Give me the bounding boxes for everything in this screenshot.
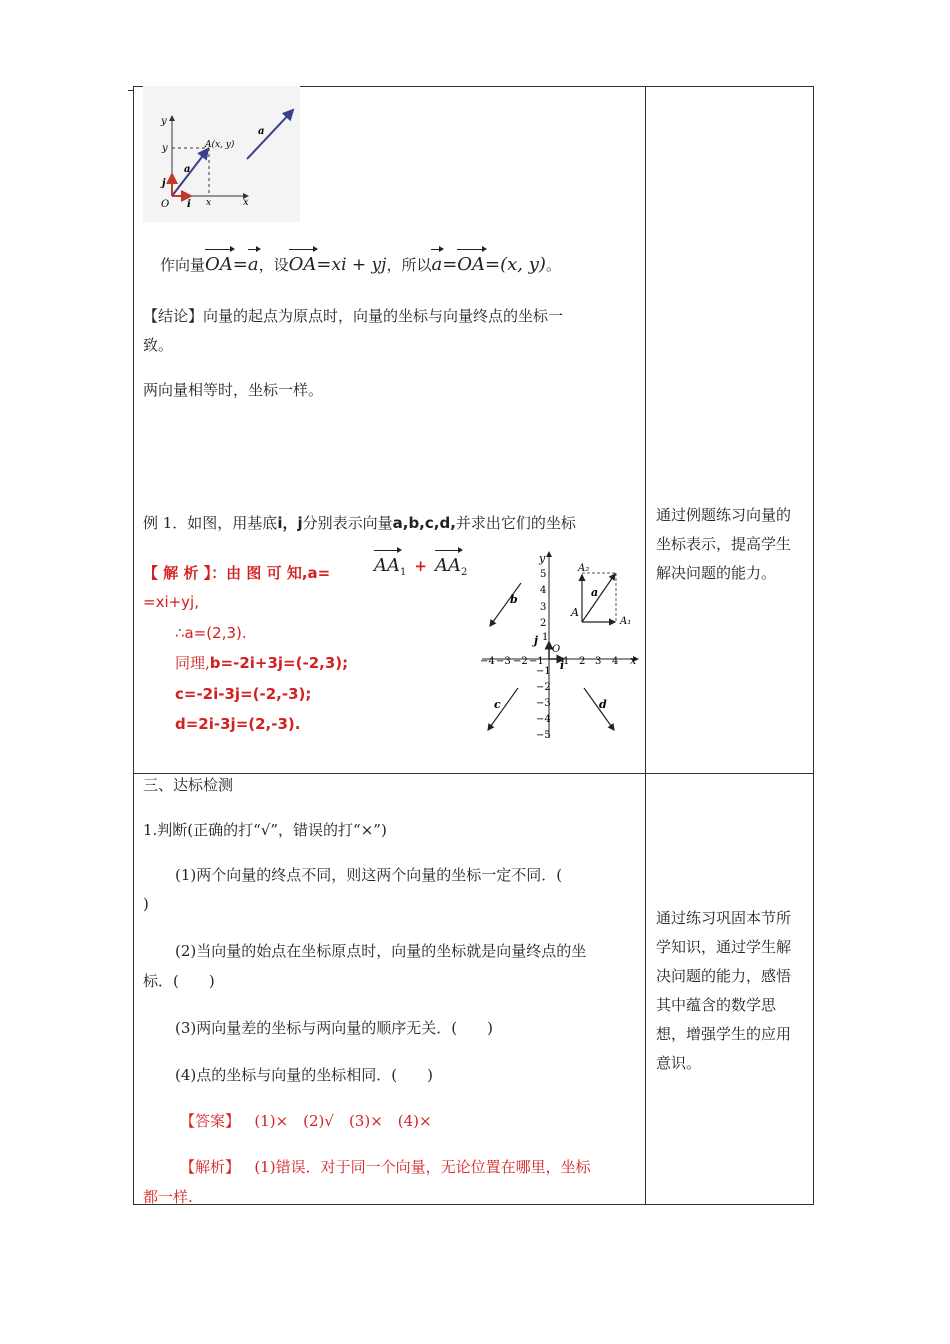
vector-aa1: AA bbox=[374, 551, 400, 581]
fig1-y-tick-label: y bbox=[162, 143, 168, 154]
solution-line-4-prefix: 同理, bbox=[175, 654, 210, 672]
fig2-x-tick: −1 bbox=[529, 656, 544, 667]
teaching-note-practice: 通过练习巩固本节所学知识，通过学生解决问题的能力，感悟其中蕴含的数学思想，增强学生的应用意识。 bbox=[656, 909, 792, 1072]
section-3-title: 三、达标检测 bbox=[143, 776, 234, 794]
fig2-vector-d: d bbox=[599, 698, 607, 711]
fig2-y-tick: 5 bbox=[540, 569, 547, 580]
fig2-y-tick: 3 bbox=[540, 602, 547, 613]
fig1-point-a-label: A(x, y) bbox=[205, 140, 235, 150]
fig2-j-label: j bbox=[534, 634, 538, 647]
fig2-x-tick: −2 bbox=[513, 656, 528, 667]
solution-a-eq: ,a= bbox=[301, 564, 331, 582]
fig2-y-tick: −1 bbox=[536, 666, 551, 677]
solution-line-4 bbox=[175, 648, 348, 678]
fig2-y-tick: −5 bbox=[536, 730, 551, 741]
vector-a-2: a bbox=[431, 250, 442, 280]
construct-eq-3: = bbox=[442, 254, 458, 275]
construct-so: ，所以 bbox=[386, 256, 432, 274]
fig2-y-tick: −3 bbox=[536, 698, 551, 709]
vector-oa: OA bbox=[205, 250, 233, 280]
quiz-item-3: (3)两向量差的坐标与两向量的顺序无关．( ) bbox=[175, 1019, 493, 1037]
construct-end: 。 bbox=[545, 256, 561, 274]
fig2-vector-b: b bbox=[510, 593, 518, 606]
fig2-point-a: A bbox=[571, 606, 579, 619]
vector-oa-figure bbox=[143, 86, 300, 222]
fig2-y-tick: −2 bbox=[536, 682, 551, 693]
construct-eq-2: = bbox=[316, 254, 332, 275]
fig1-i-label: i bbox=[187, 199, 191, 210]
fig1-x-tick-label: x bbox=[206, 198, 212, 208]
solution-line-1 bbox=[143, 558, 330, 588]
example-coordinate-figure bbox=[478, 548, 644, 744]
quiz-question-head: 1.判断(正确的打“√”，错误的打“×”) bbox=[143, 821, 387, 839]
fig1-origin-label: O bbox=[161, 199, 170, 210]
table-corner-mark bbox=[128, 90, 133, 91]
fig2-point-a1: A₁ bbox=[620, 616, 632, 627]
teaching-note-example: 通过例题练习向量的坐标表示，提高学生解决问题的能力。 bbox=[656, 506, 792, 582]
fig2-x-tick: 1 bbox=[563, 656, 570, 667]
fig1-free-vector-label: a bbox=[258, 126, 265, 137]
quiz-answer bbox=[180, 1106, 432, 1136]
fig2-x-tick: 3 bbox=[595, 656, 602, 667]
construction-line bbox=[160, 250, 561, 280]
fig1-y-axis-label: y bbox=[161, 116, 167, 127]
fig2-x-axis-label: x bbox=[630, 654, 637, 667]
solution-vector-sum bbox=[374, 551, 467, 588]
example-vectors: a,b,c,d, bbox=[392, 514, 456, 532]
table-column-divider bbox=[645, 86, 646, 1205]
solution-line-2: =xi+yj, bbox=[143, 593, 199, 611]
fig2-y-tick: −4 bbox=[536, 714, 551, 725]
solution-plus: + bbox=[414, 557, 427, 575]
example-basis: i，j bbox=[277, 514, 303, 532]
conclusion-line-2: 致。 bbox=[143, 336, 174, 354]
fig2-x-tick: 2 bbox=[579, 656, 586, 667]
quiz-item-1-line-1: (1)两个向量的终点不同，则这两个向量的坐标一定不同．( bbox=[175, 866, 563, 884]
construct-mid: ，设 bbox=[258, 256, 289, 274]
fig2-x-tick: 4 bbox=[612, 656, 619, 667]
fig2-vector-c: c bbox=[494, 698, 501, 711]
vector-oa-diagram bbox=[143, 86, 300, 222]
fig2-origin-label: O bbox=[552, 644, 561, 655]
answer-values: (1)× (2)√ (3)× (4)× bbox=[254, 1112, 432, 1130]
fig2-vector-a: a bbox=[591, 586, 599, 599]
example-suffix: 并求出它们的坐标 bbox=[455, 514, 576, 532]
conclusion-line-1: 【结论】向量的起点为原点时，向量的坐标与向量终点的坐标一 bbox=[143, 307, 564, 325]
quiz-explanation-line-2: 都一样. bbox=[143, 1188, 193, 1206]
example-coordinate-diagram bbox=[478, 548, 644, 744]
example-mid: 分别表示向量 bbox=[302, 514, 393, 532]
fig2-x-tick: −4 bbox=[480, 656, 495, 667]
equal-vectors-note: 两向量相等时，坐标一样。 bbox=[143, 381, 324, 399]
fig2-x-tick: −3 bbox=[496, 656, 511, 667]
construct-eq: = bbox=[232, 254, 248, 275]
example-1-question bbox=[143, 508, 576, 538]
fig2-y-tick: 1 bbox=[542, 632, 549, 643]
vector-a: a bbox=[248, 250, 259, 280]
table-row-divider bbox=[133, 773, 814, 774]
construct-prefix: 作向量 bbox=[160, 256, 206, 274]
solution-line-3: ∴a=(2,3). bbox=[175, 624, 247, 642]
solution-line-4-rest: b=-2i+3j=(-2,3); bbox=[209, 654, 349, 672]
fig1-x-axis-label: x bbox=[243, 197, 249, 208]
vector-aa2: AA bbox=[435, 551, 461, 581]
fig2-y-tick: 2 bbox=[540, 618, 547, 629]
fig2-point-a2: A₂ bbox=[578, 563, 590, 574]
vector-oa-3: OA bbox=[457, 250, 485, 280]
quiz-item-4: (4)点的坐标与向量的坐标相同．( ) bbox=[175, 1066, 433, 1084]
fig1-vector-a-label: a bbox=[184, 164, 191, 175]
vector-aa2-sub: 2 bbox=[460, 567, 468, 578]
example-prefix: 例 1．如图，用基底 bbox=[143, 514, 278, 532]
quiz-item-1-line-2: ) bbox=[143, 895, 149, 913]
fig1-j-label: j bbox=[162, 178, 166, 189]
explanation-label: 【解析】 bbox=[180, 1158, 241, 1176]
construct-rhs: xi + yj bbox=[331, 255, 387, 275]
solution-head: 【 解 析 】：由 图 可 知 bbox=[143, 564, 302, 582]
solution-line-6: d=2i-3j=(2,-3). bbox=[175, 715, 301, 733]
fig2-y-axis-label: y bbox=[539, 552, 546, 565]
vector-aa1-sub: 1 bbox=[400, 567, 407, 578]
fig2-y-tick: 4 bbox=[540, 585, 547, 596]
fig2-i-label: i bbox=[560, 659, 565, 672]
quiz-item-2-line-1: (2)当向量的始点在坐标原点时，向量的坐标就是向量终点的坐 bbox=[175, 942, 587, 960]
vector-oa-2: OA bbox=[289, 250, 317, 280]
construct-coord: =(x, y) bbox=[485, 254, 546, 275]
quiz-item-2-line-2: 标．( ) bbox=[143, 972, 215, 990]
answer-label: 【答案】 bbox=[180, 1112, 241, 1130]
quiz-explanation-line-1 bbox=[180, 1152, 591, 1182]
solution-line-5: c=-2i-3j=(-2,-3); bbox=[175, 685, 312, 703]
explanation-text: (1)错误．对于同一个向量，无论位置在哪里，坐标 bbox=[254, 1158, 591, 1176]
